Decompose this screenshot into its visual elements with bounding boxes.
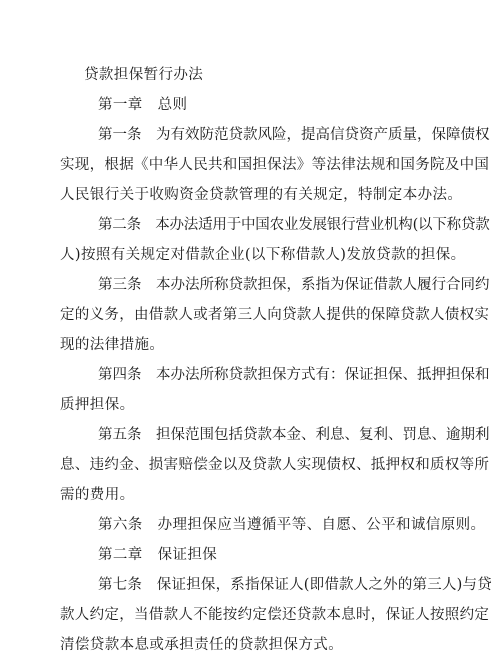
article-5-line-2: 息、违约金、损害赔偿金以及贷款人实现债权、抵押权和质权等所 — [60, 457, 490, 473]
article-7-line-3: 清偿贷款本息或承担责任的贷款担保方式。 — [60, 637, 344, 653]
article-1-line-3: 人民银行关于收购资金贷款管理的有关规定，特制定本办法。 — [60, 187, 463, 203]
article-4-line-1: 第四条 本办法所称贷款担保方式有：保证担保、抵押担保和 — [98, 367, 490, 383]
article-5-line-3: 需的费用。 — [60, 487, 135, 503]
article-4-line-2: 质押担保。 — [60, 397, 135, 413]
article-1-line-1: 第一条 为有效防范贷款风险，提高信贷资产质量，保障债权 — [98, 127, 490, 143]
article-2-line-2: 人)按照有关规定对借款企业(以下称借款人)发放贷款的担保。 — [60, 247, 466, 263]
chapter-2-heading: 第二章 保证担保 — [98, 547, 218, 563]
article-3-line-3: 现的法律措施。 — [60, 337, 165, 353]
chapter-1-heading: 第一章 总则 — [98, 97, 188, 113]
article-5-line-1: 第五条 担保范围包括贷款本金、利息、复利、罚息、逾期利 — [98, 427, 490, 443]
article-3-line-1: 第三条 本办法所称贷款担保，系指为保证借款人履行合同约 — [98, 277, 490, 293]
article-7-line-1: 第七条 保证担保，系指保证人(即借款人之外的第三人)与贷 — [98, 577, 492, 593]
article-2-line-1: 第二条 本办法适用于中国农业发展银行营业机构(以下称贷款 — [98, 217, 490, 233]
article-6-line-1: 第六条 办理担保应当遵循平等、自愿、公平和诚信原则。 — [98, 517, 486, 533]
article-7-line-2: 款人约定，当借款人不能按约定偿还贷款本息时，保证人按照约定 — [60, 607, 490, 623]
article-1-line-2: 实现，根据《中华人民共和国担保法》等法律法规和国务院及中国 — [60, 157, 490, 173]
article-3-line-2: 定的义务，由借款人或者第三人向贷款人提供的保障贷款人债权实 — [60, 307, 490, 323]
document-title: 贷款担保暂行办法 — [84, 67, 204, 83]
